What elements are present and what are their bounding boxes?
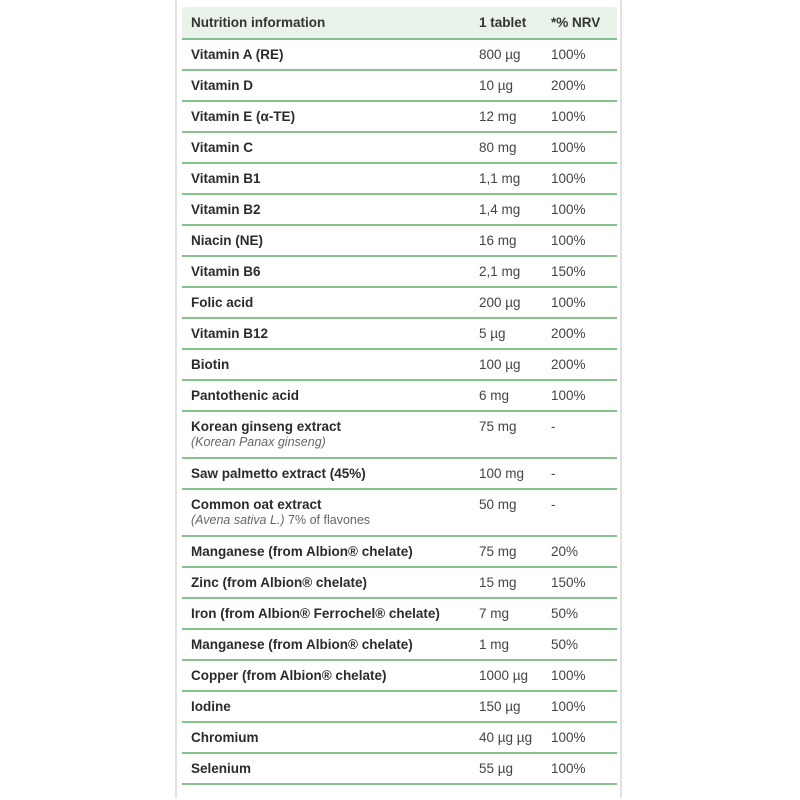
nutrient-name: Zinc (from Albion® chelate) [191,575,367,590]
nutrient-source-latin: (Avena sativa L.) [191,513,285,527]
nutrient-name: Chromium [191,730,259,745]
nutrient-name-cell [182,132,470,163]
amount-per-tablet: 12 mg [470,101,542,132]
table-row [182,598,617,629]
nutrient-name-cell [182,660,470,691]
nrv-percent: 100% [542,660,617,691]
amount-per-tablet: 100 mg [470,458,542,489]
table-row [182,536,617,567]
nutrient-name: Pantothenic acid [191,388,300,403]
nutrient-name-cell [182,691,470,722]
table-row [182,194,617,225]
table-row [182,70,617,101]
amount-per-tablet: 1,4 mg [470,194,542,225]
amount-per-tablet: 200 µg [470,287,542,318]
table-row [182,101,617,132]
nutrient-name-cell [182,567,470,598]
nutrient-name-cell [182,349,470,380]
nutrient-name-cell [182,225,470,256]
nrv-percent: 100% [542,163,617,194]
header-nutrition-information: Nutrition information [182,7,470,39]
nrv-percent: 100% [542,225,617,256]
nutrient-name: Vitamin D [191,78,254,93]
table-row [182,753,617,784]
nutrient-name-cell [182,194,470,225]
nutrient-name-cell [182,411,470,458]
nutrient-name: Manganese (from Albion® chelate) [191,637,413,652]
nutrient-name: Vitamin C [191,140,254,155]
amount-per-tablet: 2,1 mg [470,256,542,287]
nrv-percent: 100% [542,380,617,411]
table-row [182,225,617,256]
nrv-percent: 200% [542,70,617,101]
nrv-percent: 100% [542,101,617,132]
nutrient-name-cell [182,722,470,753]
nutrient-name-cell [182,39,470,70]
table-row [182,318,617,349]
table-row [182,458,617,489]
nrv-percent: 100% [542,132,617,163]
header-nrv: *% NRV [542,7,617,39]
nrv-percent: 100% [542,722,617,753]
nutrient-name-cell [182,318,470,349]
nutrient-name-cell [182,380,470,411]
nrv-percent: 50% [542,629,617,660]
table-row [182,256,617,287]
table-row [182,629,617,660]
table-row [182,287,617,318]
nutrient-name: Korean ginseng extract [191,419,342,434]
amount-per-tablet: 80 mg [470,132,542,163]
amount-per-tablet: 55 µg [470,753,542,784]
nutrient-name-cell [182,536,470,567]
nrv-percent: 150% [542,567,617,598]
nrv-percent: 50% [542,598,617,629]
nutrient-name: Vitamin A (RE) [191,47,284,62]
nutrient-name: Iron (from Albion® Ferrochel® chelate) [191,606,440,621]
nutrient-name: Copper (from Albion® chelate) [191,668,387,683]
nutrient-name: Manganese (from Albion® chelate) [191,544,413,559]
nrv-percent: 200% [542,318,617,349]
nrv-percent: 100% [542,39,617,70]
amount-per-tablet: 800 µg [470,39,542,70]
amount-per-tablet: 100 µg [470,349,542,380]
nutrient-name: Iodine [191,699,231,714]
nrv-percent: 20% [542,536,617,567]
nutrient-name: Vitamin B1 [191,171,261,186]
amount-per-tablet: 15 mg [470,567,542,598]
amount-per-tablet: 7 mg [470,598,542,629]
nutrient-source: (Korean Panax ginseng) [191,435,326,449]
nutrient-name: Selenium [191,761,252,776]
nutrient-name: Saw palmetto extract (45%) [191,466,366,481]
nrv-percent: - [542,489,617,536]
nutrient-source [191,513,470,527]
nutrient-name-cell [182,101,470,132]
nrv-percent: 150% [542,256,617,287]
table-row [182,411,617,458]
nutrient-name: Vitamin E (α-TE) [191,109,296,124]
table-header-row [182,7,617,39]
header-per-tablet: 1 tablet [470,7,542,39]
nutrient-name-cell [182,256,470,287]
table-row [182,567,617,598]
nutrient-name: Biotin [191,357,230,372]
nrv-percent: - [542,458,617,489]
nutrient-name-cell [182,753,470,784]
table-row [182,489,617,536]
nutrient-name-cell [182,70,470,101]
amount-per-tablet: 40 µg µg [470,722,542,753]
amount-per-tablet: 75 mg [470,536,542,567]
nutrient-source-note: 7% of flavones [284,513,371,527]
amount-per-tablet: 16 mg [470,225,542,256]
nrv-percent: 100% [542,691,617,722]
table-row [182,691,617,722]
nutrient-name-cell [182,458,470,489]
nutrient-name: Vitamin B2 [191,202,261,217]
table-row [182,132,617,163]
nutrient-name-cell [182,163,470,194]
amount-per-tablet: 5 µg [470,318,542,349]
table-row [182,722,617,753]
amount-per-tablet: 50 mg [470,489,542,536]
nutrient-name-cell [182,489,470,536]
nrv-percent: 100% [542,194,617,225]
nutrient-name: Vitamin B12 [191,326,269,341]
nrv-percent: 100% [542,287,617,318]
amount-per-tablet: 1 mg [470,629,542,660]
amount-per-tablet: 1,1 mg [470,163,542,194]
nutrient-name: Common oat extract [191,497,322,512]
table-row [182,39,617,70]
nutrient-name-cell [182,287,470,318]
table-row [182,163,617,194]
amount-per-tablet: 75 mg [470,411,542,458]
nutrient-name: Niacin (NE) [191,233,264,248]
nrv-percent: 100% [542,753,617,784]
table-row [182,660,617,691]
amount-per-tablet: 1000 µg [470,660,542,691]
amount-per-tablet: 6 mg [470,380,542,411]
amount-per-tablet: 10 µg [470,70,542,101]
table-row [182,380,617,411]
nutrient-name: Vitamin B6 [191,264,261,279]
nutrition-table [182,7,617,785]
nutrient-name: Folic acid [191,295,254,310]
nutrient-name-cell [182,598,470,629]
nutrient-name-cell [182,629,470,660]
amount-per-tablet: 150 µg [470,691,542,722]
nrv-percent: - [542,411,617,458]
table-row [182,349,617,380]
nrv-percent: 200% [542,349,617,380]
